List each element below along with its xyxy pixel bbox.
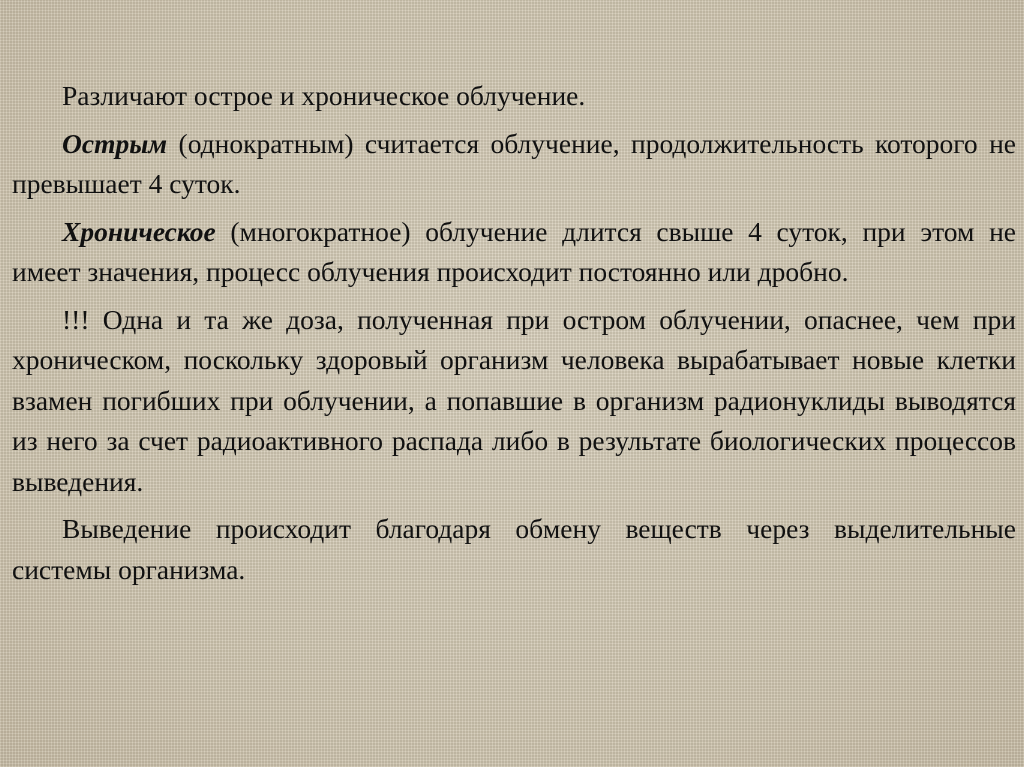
paragraph-excretion <box>12 509 1016 590</box>
paragraph-text: Выведение происходит благодаря обмену веществ через выделительные системы организма. <box>12 513 1016 585</box>
paragraph-chronic <box>12 212 1016 293</box>
term-chronic: Хроническое <box>62 215 216 247</box>
paragraph-acute <box>12 124 1016 205</box>
paragraph-dose-note <box>12 300 1016 503</box>
slide-content <box>12 76 1016 597</box>
term-acute: Острым <box>62 127 168 159</box>
paragraph-text: !!! Одна и та же доза, полученная при остром облучении, опаснее, чем при хроническом, поскольку здоровый организм человека вырабатывает новые клетки взамен погибших при облучении, а попавшие в организм радионуклиды выводятся из него за счет радиоактивного распада либо в результате биологических процессов выведения. <box>12 303 1016 497</box>
paragraph-text: Различают острое и хроническое облучение. <box>62 80 586 111</box>
paragraph-intro <box>12 76 1016 117</box>
paragraph-text: (однократным) считается облучение, продолжительность которого не превышает 4 суток. <box>12 127 1016 199</box>
paragraph-text: (многократное) облучение длится свыше 4 суток, при этом не имеет значения, процесс облучения происходит постоянно или дробно. <box>12 215 1016 287</box>
